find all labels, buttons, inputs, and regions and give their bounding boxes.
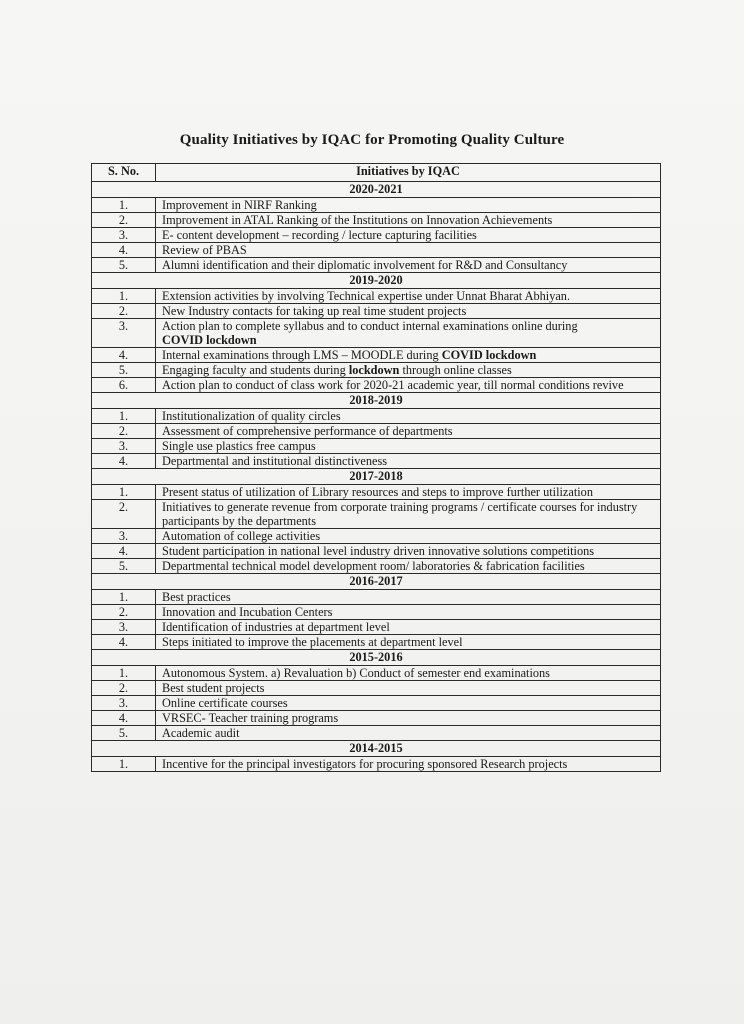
row-number: 2. <box>92 424 156 439</box>
table-row <box>92 454 661 469</box>
year-row <box>92 182 661 198</box>
table-row <box>92 544 661 559</box>
initiative-text <box>156 228 661 243</box>
table-row <box>92 485 661 500</box>
table-row <box>92 439 661 454</box>
initiative-text <box>156 378 661 393</box>
row-number: 1. <box>92 590 156 605</box>
table-row <box>92 363 661 378</box>
year-row <box>92 574 661 590</box>
initiative-text <box>156 454 661 469</box>
initiative-text <box>156 258 661 273</box>
row-number: 4. <box>92 711 156 726</box>
year-heading: 2016-2017 <box>92 574 661 590</box>
table-row <box>92 378 661 393</box>
initiative-text <box>156 757 661 772</box>
initiative-text <box>156 319 661 348</box>
initiative-text-span: Assessment of comprehensive performance of departments <box>162 424 453 438</box>
row-number: 2. <box>92 500 156 529</box>
row-number: 5. <box>92 559 156 574</box>
table-row <box>92 620 661 635</box>
initiative-text <box>156 213 661 228</box>
initiative-text <box>156 348 661 363</box>
initiative-text <box>156 681 661 696</box>
initiative-text-span: Academic audit <box>162 726 240 740</box>
table-row <box>92 711 661 726</box>
initiative-text <box>156 696 661 711</box>
initiative-text-span: E- content development – recording / lecture capturing facilities <box>162 228 477 242</box>
initiative-text-span: Steps initiated to improve the placements at department level <box>162 635 463 649</box>
row-number: 3. <box>92 696 156 711</box>
row-number: 5. <box>92 363 156 378</box>
row-number: 3. <box>92 529 156 544</box>
table-row <box>92 213 661 228</box>
table-row <box>92 666 661 681</box>
year-heading: 2019-2020 <box>92 273 661 289</box>
table-row <box>92 681 661 696</box>
initiative-text <box>156 439 661 454</box>
initiative-text-span: Single use plastics free campus <box>162 439 316 453</box>
row-number: 4. <box>92 243 156 258</box>
initiative-text <box>156 666 661 681</box>
initiative-text-span: Innovation and Incubation Centers <box>162 605 333 619</box>
initiative-text-span: Improvement in ATAL Ranking of the Institutions on Innovation Achievements <box>162 213 553 227</box>
initiative-text-span: Engaging faculty and students during <box>162 363 349 377</box>
table-header-row <box>92 164 661 182</box>
initiative-text <box>156 500 661 529</box>
table-row <box>92 726 661 741</box>
row-number: 3. <box>92 620 156 635</box>
initiative-text <box>156 529 661 544</box>
table-row <box>92 696 661 711</box>
initiative-text <box>156 726 661 741</box>
initiative-text-span: Internal examinations through LMS – MOODLE during <box>162 348 442 362</box>
initiative-text-span: VRSEC- Teacher training programs <box>162 711 339 725</box>
initiative-text-span: Best practices <box>162 590 231 604</box>
initiative-text <box>156 289 661 304</box>
initiative-text <box>156 605 661 620</box>
initiative-text-span: Departmental technical model development room/ laboratories & fabrication facilities <box>162 559 585 573</box>
initiative-text-span: New Industry contacts for taking up real time student projects <box>162 304 467 318</box>
initiative-text-span: Action plan to conduct of class work for 2020-21 academic year, till normal conditions revive <box>162 378 624 392</box>
table-row <box>92 319 661 348</box>
initiative-text <box>156 243 661 258</box>
row-number: 1. <box>92 409 156 424</box>
year-heading: 2018-2019 <box>92 393 661 409</box>
row-number: 4. <box>92 544 156 559</box>
table-row <box>92 605 661 620</box>
initiative-text-span: Student participation in national level industry driven innovative solutions competitions <box>162 544 595 558</box>
year-row <box>92 469 661 485</box>
table-row <box>92 635 661 650</box>
table-row <box>92 424 661 439</box>
table-row <box>92 559 661 574</box>
initiative-text-span: Identification of industries at department level <box>162 620 390 634</box>
table-body <box>92 182 661 772</box>
year-row <box>92 393 661 409</box>
initiative-text <box>156 559 661 574</box>
row-number: 4. <box>92 348 156 363</box>
initiative-text <box>156 304 661 319</box>
initiative-text-span: Alumni identification and their diplomatic involvement for R&D and Consultancy <box>162 258 568 272</box>
table-row <box>92 348 661 363</box>
table-row <box>92 409 661 424</box>
initiative-text <box>156 485 661 500</box>
initiative-text-span: Review of PBAS <box>162 243 247 257</box>
initiative-text <box>156 198 661 213</box>
row-number: 2. <box>92 213 156 228</box>
initiative-text-span: Departmental and institutional distinctiveness <box>162 454 388 468</box>
initiative-text <box>156 409 661 424</box>
initiative-text-span: Automation of college activities <box>162 529 321 543</box>
initiatives-table <box>91 163 661 772</box>
row-number: 3. <box>92 228 156 243</box>
table-row <box>92 243 661 258</box>
initiative-text-span: Action plan to complete syllabus and to conduct internal examinations online during <box>162 319 578 333</box>
row-number: 1. <box>92 666 156 681</box>
initiative-text-span: Extension activities by involving Technical expertise under Unnat Bharat Abhiyan. <box>162 289 571 303</box>
year-row <box>92 650 661 666</box>
row-number: 5. <box>92 258 156 273</box>
initiative-text <box>156 544 661 559</box>
row-number: 3. <box>92 319 156 348</box>
row-number: 1. <box>92 289 156 304</box>
table-row <box>92 258 661 273</box>
year-heading: 2014-2015 <box>92 741 661 757</box>
row-number: 4. <box>92 454 156 469</box>
initiative-bold-text: lockdown <box>348 363 400 377</box>
initiative-text-span: Autonomous System. a) Revaluation b) Conduct of semester end examinations <box>162 666 550 680</box>
table-row <box>92 289 661 304</box>
initiative-text-span: Best student projects <box>162 681 265 695</box>
initiative-text <box>156 635 661 650</box>
initiative-bold-text: COVID lockdown <box>162 333 257 347</box>
year-heading: 2017-2018 <box>92 469 661 485</box>
row-number: 1. <box>92 485 156 500</box>
row-number: 2. <box>92 304 156 319</box>
row-number: 4. <box>92 635 156 650</box>
initiative-bold-text: COVID lockdown <box>441 348 537 362</box>
year-row <box>92 741 661 757</box>
table-row <box>92 757 661 772</box>
table-row <box>92 529 661 544</box>
initiative-text-span: Present status of utilization of Library resources and steps to improve further utilization <box>162 485 593 499</box>
row-number: 2. <box>92 605 156 620</box>
row-number: 6. <box>92 378 156 393</box>
row-number: 3. <box>92 439 156 454</box>
year-heading: 2020-2021 <box>92 182 661 198</box>
row-number: 5. <box>92 726 156 741</box>
row-number: 2. <box>92 681 156 696</box>
initiatives-header: Initiatives by IQAC <box>156 164 661 182</box>
sno-header: S. No. <box>92 164 156 182</box>
table-row <box>92 590 661 605</box>
year-heading: 2015-2016 <box>92 650 661 666</box>
initiative-text-span: Online certificate courses <box>162 696 288 710</box>
row-number: 1. <box>92 198 156 213</box>
table-row <box>92 500 661 529</box>
initiative-text-after: through online classes <box>399 363 512 377</box>
initiative-text <box>156 590 661 605</box>
initiative-text-span: Institutionalization of quality circles <box>162 409 341 423</box>
table-row <box>92 198 661 213</box>
initiative-text <box>156 424 661 439</box>
page-title: Quality Initiatives by IQAC for Promoting Quality Culture <box>179 132 565 148</box>
initiative-text <box>156 711 661 726</box>
year-row <box>92 273 661 289</box>
initiative-text-span: Initiatives to generate revenue from corporate training programs / certificate courses for industry participants by the departments <box>162 500 638 528</box>
initiative-text <box>156 620 661 635</box>
initiative-text-span: Incentive for the principal investigators for procuring sponsored Research projects <box>162 757 568 771</box>
row-number: 1. <box>92 757 156 772</box>
initiative-text <box>156 363 661 378</box>
table-row <box>92 228 661 243</box>
table-row <box>92 304 661 319</box>
initiative-text-span: Improvement in NIRF Ranking <box>162 198 317 212</box>
